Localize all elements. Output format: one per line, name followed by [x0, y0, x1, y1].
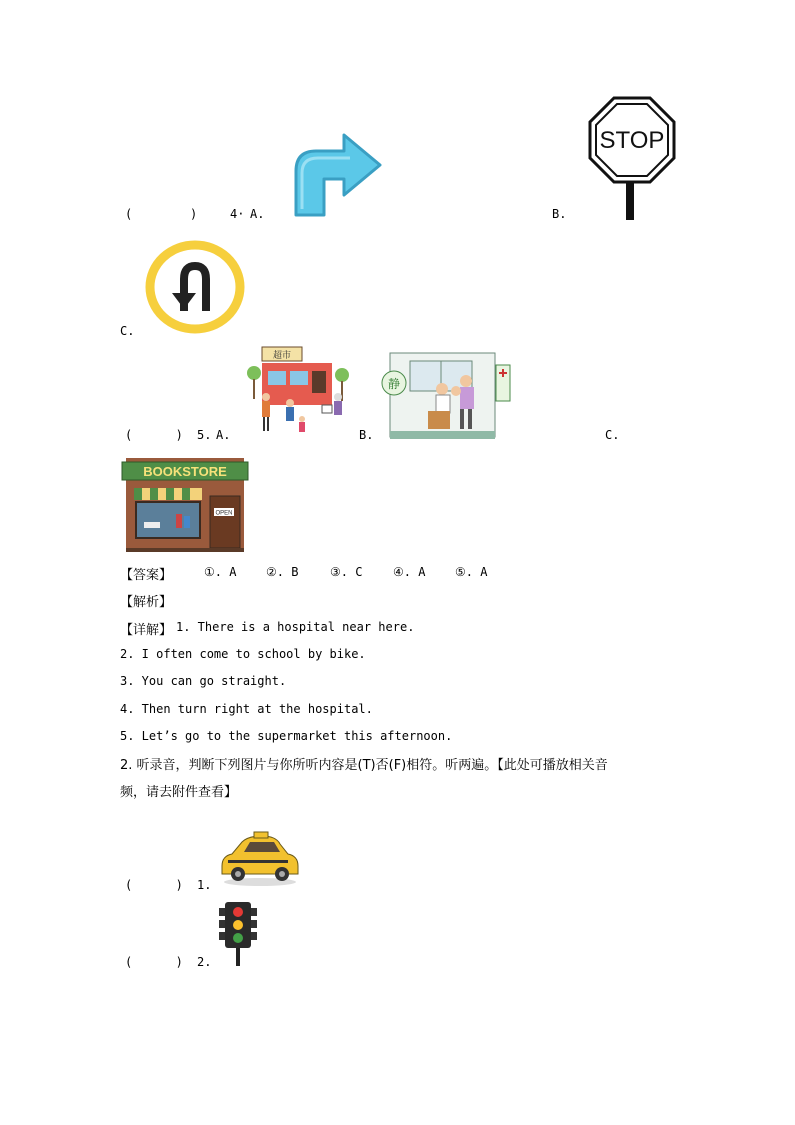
q4-option-a-label: A. [250, 207, 265, 221]
section2-instruction-line2: 频，请去附件查看】 [120, 785, 238, 800]
detail-line: 1. There is a hospital near here. [176, 620, 415, 634]
q5-answer-paren: ( ) [125, 428, 183, 442]
detail-line: 4. Then turn right at the hospital. [120, 702, 373, 716]
s2q2-number: 2. [197, 955, 212, 969]
q5-number: 5. [197, 428, 212, 442]
answer-item: ③. C [330, 565, 363, 579]
taxi-icon [218, 832, 300, 888]
answer-item: ④. A [393, 565, 426, 579]
stop-sign-icon [588, 96, 676, 220]
turn-right-arrow-icon [288, 113, 384, 219]
clinic-quiet-sign-text: 静 [387, 377, 401, 391]
analysis-label: 【解析】 [120, 595, 173, 610]
q5-option-a-label: A. [216, 428, 231, 442]
q4-number: 4· [230, 207, 245, 221]
q4-answer-paren: ( ) [125, 207, 198, 221]
stop-sign-text: STOP [599, 127, 665, 154]
detail-line: 3. You can go straight. [120, 674, 287, 688]
answer-item: ⑤. A [455, 565, 488, 579]
supermarket-sign-text: 超市 [272, 351, 292, 361]
u-turn-sign-icon [144, 239, 246, 335]
s2q1-answer-paren: ( ) [125, 878, 183, 892]
section2-instruction-line1: 2. 听录音，判断下列图片与你所听内容是(T)否(F)相符。听两遍。【此处可播放相关音 [120, 758, 608, 773]
s2q2-answer-paren: ( ) [125, 955, 183, 969]
bookstore-sign-text: BOOKSTORE [143, 464, 227, 479]
q4-option-b-label: B. [552, 207, 567, 221]
answer-label: 【答案】 [120, 568, 173, 583]
traffic-light-icon [219, 902, 257, 966]
q5-option-c-label: C. [605, 428, 620, 442]
q5-option-b-label: B. [359, 428, 374, 442]
answer-item: ②. B [266, 565, 299, 579]
detail-line: 2. I often come to school by bike. [120, 647, 366, 661]
q4-option-c-label: C. [120, 324, 135, 338]
detail-line: 5. Let’s go to the supermarket this afternoon. [120, 729, 453, 743]
bookstore-illustration [122, 456, 248, 552]
detail-label: 【详解】 [120, 623, 173, 638]
supermarket-illustration [246, 345, 350, 441]
bookstore-open-sign-text: OPEN [215, 510, 233, 517]
answer-item: ①. A [204, 565, 237, 579]
s2q1-number: 1. [197, 878, 212, 892]
clinic-illustration [380, 353, 516, 441]
